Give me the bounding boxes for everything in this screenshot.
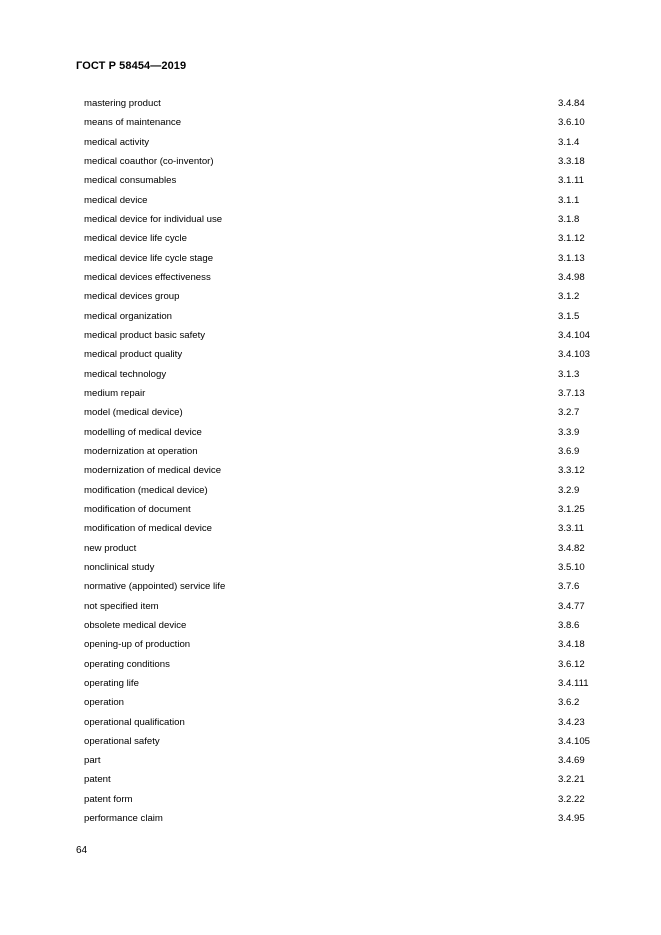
index-term: medical devices effectiveness [84, 271, 211, 283]
index-term: medical product basic safety [84, 329, 206, 341]
index-reference: 3.1.11 [558, 175, 584, 187]
index-reference: 3.1.5 [558, 310, 580, 322]
index-reference: 3.6.10 [558, 117, 585, 129]
index-reference: 3.4.111 [558, 677, 589, 689]
index-term: medical device life cycle [84, 233, 187, 245]
index-term: obsolete medical device [84, 619, 187, 631]
index-reference: 3.4.77 [558, 600, 585, 612]
index-reference: 3.4.82 [558, 542, 585, 554]
index-entry [84, 271, 604, 290]
index-reference: 3.4.69 [558, 755, 585, 767]
index-entry [84, 232, 604, 251]
index-term: modification (medical device) [84, 484, 208, 496]
index-entry [84, 793, 604, 812]
index-reference: 3.4.104 [558, 329, 591, 341]
index-entry [84, 484, 604, 503]
index-entry [84, 426, 604, 445]
index-reference: 3.5.10 [558, 561, 585, 573]
index-reference: 3.4.23 [558, 716, 585, 728]
index-reference: 3.3.11 [558, 523, 584, 535]
index-reference: 3.1.4 [558, 136, 580, 148]
index-term: medical organization [84, 310, 172, 322]
index-reference: 3.8.6 [558, 619, 580, 631]
index-reference: 3.1.25 [558, 503, 585, 515]
index-reference: 3.6.12 [558, 658, 585, 670]
index-reference: 3.1.3 [558, 368, 580, 380]
index-reference: 3.6.2 [558, 697, 580, 709]
index-reference: 3.1.2 [558, 291, 580, 303]
index-entry [84, 812, 604, 831]
index-entry [84, 310, 604, 329]
index-reference: 3.4.103 [558, 349, 591, 361]
document-header: ГОСТ Р 58454—2019 [76, 60, 187, 72]
index-entry [84, 97, 604, 116]
index-entry [84, 406, 604, 425]
index-reference: 3.4.84 [558, 98, 585, 109]
index-term: medical device for individual use [84, 213, 223, 225]
index-entry [84, 503, 604, 522]
index-reference: 3.2.9 [558, 484, 580, 496]
index-term: modelling of medical device [84, 426, 202, 438]
index-entry [84, 194, 604, 213]
index-term: model (medical device) [84, 407, 183, 419]
index-entry [84, 735, 604, 754]
index-term: operational qualification [84, 716, 185, 728]
index-reference: 3.2.22 [558, 793, 585, 805]
index-term: modernization of medical device [84, 465, 222, 477]
index-reference: 3.4.18 [558, 639, 585, 651]
index-entry [84, 638, 604, 657]
index-entry [84, 348, 604, 367]
index-entry [84, 522, 604, 541]
index-entry [84, 213, 604, 232]
index-entry [84, 619, 604, 638]
index-term: opening-up of production [84, 639, 191, 651]
index-entry [84, 136, 604, 155]
index-term: medical product quality [84, 349, 183, 361]
index-reference: 3.6.9 [558, 445, 580, 457]
index-entry [84, 561, 604, 580]
index-term: performance claim [84, 813, 163, 825]
index-term: operating conditions [84, 658, 170, 670]
index-term: medical device [84, 194, 148, 206]
index-entry [84, 290, 604, 309]
index-entry [84, 754, 604, 773]
page-number: 64 [76, 845, 88, 856]
index-reference: 3.7.6 [558, 581, 580, 593]
index-reference: 3.4.95 [558, 813, 585, 825]
index-term: nonclinical study [84, 561, 155, 573]
index-entry [84, 116, 604, 135]
index-term: medical consumables [84, 175, 177, 187]
term-index-list [84, 97, 604, 831]
index-term: patent form [84, 793, 133, 805]
index-reference: 3.1.13 [558, 252, 585, 264]
index-entry [84, 600, 604, 619]
index-reference: 3.3.12 [558, 465, 585, 477]
index-term: mastering product [84, 98, 161, 109]
index-reference: 3.3.9 [558, 426, 580, 438]
index-reference: 3.3.18 [558, 155, 585, 167]
index-term: modification of document [84, 503, 191, 515]
index-entry [84, 696, 604, 715]
index-term: patent [84, 774, 111, 786]
index-entry [84, 716, 604, 735]
index-term: medical devices group [84, 291, 180, 303]
index-term: medium repair [84, 387, 146, 399]
index-entry [84, 174, 604, 193]
index-entry [84, 542, 604, 561]
index-term: part [84, 755, 101, 767]
index-term: operation [84, 697, 125, 709]
index-term: not specified item [84, 600, 159, 612]
index-term: medical coauthor (co-inventor) [84, 155, 214, 167]
index-term: medical device life cycle stage [84, 252, 214, 264]
index-term: medical activity [84, 136, 150, 148]
index-entry [84, 464, 604, 483]
index-term: modernization at operation [84, 445, 198, 457]
index-term: operational safety [84, 735, 160, 747]
index-reference: 3.1.12 [558, 233, 585, 245]
index-term: operating life [84, 677, 139, 689]
index-term: new product [84, 542, 137, 554]
index-entry [84, 155, 604, 174]
index-entry [84, 445, 604, 464]
index-reference: 3.2.7 [558, 407, 580, 419]
index-entry [84, 658, 604, 677]
index-entry [84, 773, 604, 792]
index-entry [84, 677, 604, 696]
index-reference: 3.4.105 [558, 735, 591, 747]
index-term: medical technology [84, 368, 167, 380]
index-term: modification of medical device [84, 523, 212, 535]
index-term: means of maintenance [84, 117, 182, 129]
index-entry [84, 387, 604, 406]
index-reference: 3.7.13 [558, 387, 585, 399]
index-reference: 3.1.8 [558, 213, 580, 225]
index-entry [84, 252, 604, 271]
index-term: normative (appointed) service life [84, 581, 226, 593]
index-reference: 3.4.98 [558, 271, 585, 283]
index-entry [84, 329, 604, 348]
index-entry [84, 368, 604, 387]
index-reference: 3.2.21 [558, 774, 585, 786]
index-reference: 3.1.1 [558, 194, 580, 206]
index-entry [84, 580, 604, 599]
